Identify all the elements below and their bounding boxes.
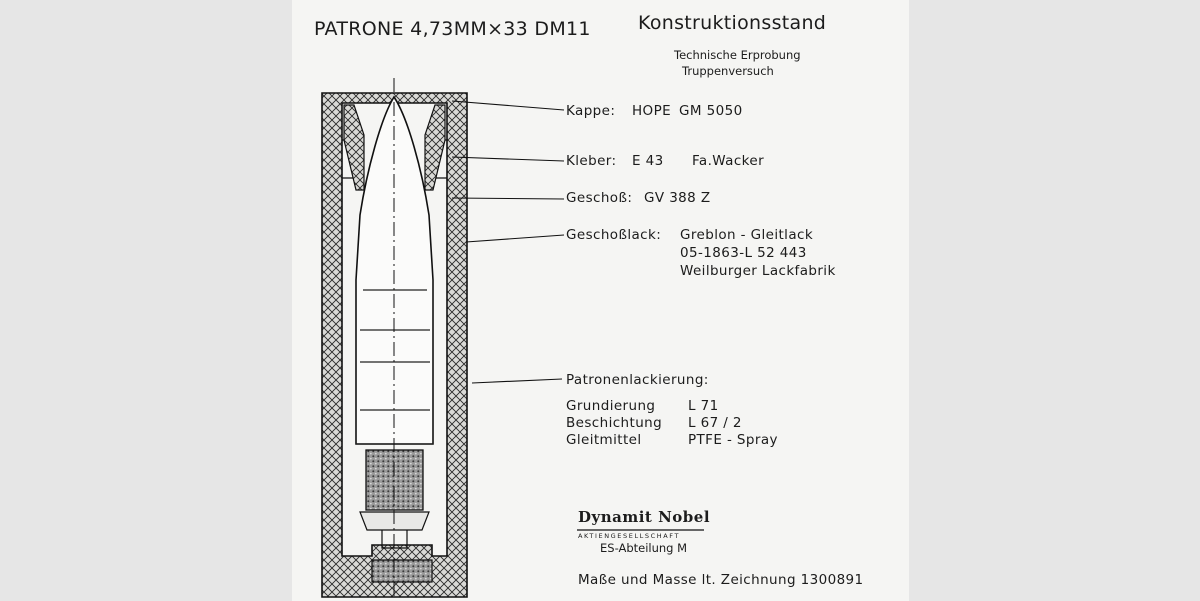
lackierung-row-beschichtung-name: Beschichtung (566, 415, 663, 431)
callout-geschosslack-label: Geschoßlack: (566, 227, 662, 243)
callout-kleber-label: Kleber: (566, 153, 617, 169)
lackierung-row-gleitmittel-value: PTFE - Spray (688, 432, 778, 448)
callout-kappe-value: HOPE (632, 103, 672, 119)
cap-wedge-left (344, 105, 364, 190)
title-phase-technische-erprobung: Technische Erprobung (674, 48, 801, 62)
company-logo-name: Dynamit Nobel (578, 508, 711, 526)
leader-kappe (452, 101, 564, 110)
patronenlackierung-heading: Patronenlackierung: (566, 372, 709, 388)
footer-drawing-reference: Maße und Masse lt. Zeichnung 1300891 (578, 572, 864, 588)
leader-patronenlackierung (472, 379, 562, 383)
callout-geschosslack-line-2: 05-1863-L 52 443 (680, 245, 807, 261)
cap-wedge-right (425, 105, 445, 190)
callout-geschoss-value: GV 388 Z (644, 190, 711, 206)
callout-kleber-value: E 43 (632, 153, 664, 169)
callout-geschosslack-line-1: Greblon - Gleitlack (680, 227, 814, 243)
leader-geschoss (452, 198, 564, 199)
lackierung-row-grundierung-name: Grundierung (566, 398, 656, 414)
leader-kleber (452, 157, 564, 161)
primer-cup (372, 560, 432, 582)
callout-geschoss-label: Geschoß: (566, 190, 633, 206)
title-designation: PATRONE 4,73MM×33 DM11 (314, 18, 591, 40)
lackierung-row-grundierung-value: L 71 (688, 398, 719, 414)
callout-kleber-spec: Fa.Wacker (692, 153, 765, 169)
lackierung-row-beschichtung-value: L 67 / 2 (688, 415, 742, 431)
company-department: ES-Abteilung M (600, 541, 688, 555)
company-logo-subtitle: AKTIENGESELLSCHAFT (578, 532, 681, 540)
lackierung-row-gleitmittel-name: Gleitmittel (566, 432, 642, 448)
leader-geschosslack (466, 235, 564, 242)
callout-geschosslack-line-3: Weilburger Lackfabrik (680, 263, 836, 279)
callout-kappe-spec: GM 5050 (679, 103, 743, 119)
callout-kappe-label: Kappe: (566, 103, 616, 119)
title-phase-truppenversuch: Truppenversuch (682, 64, 774, 78)
drawing-sheet (292, 0, 909, 601)
title-status: Konstruktionsstand (638, 12, 827, 34)
